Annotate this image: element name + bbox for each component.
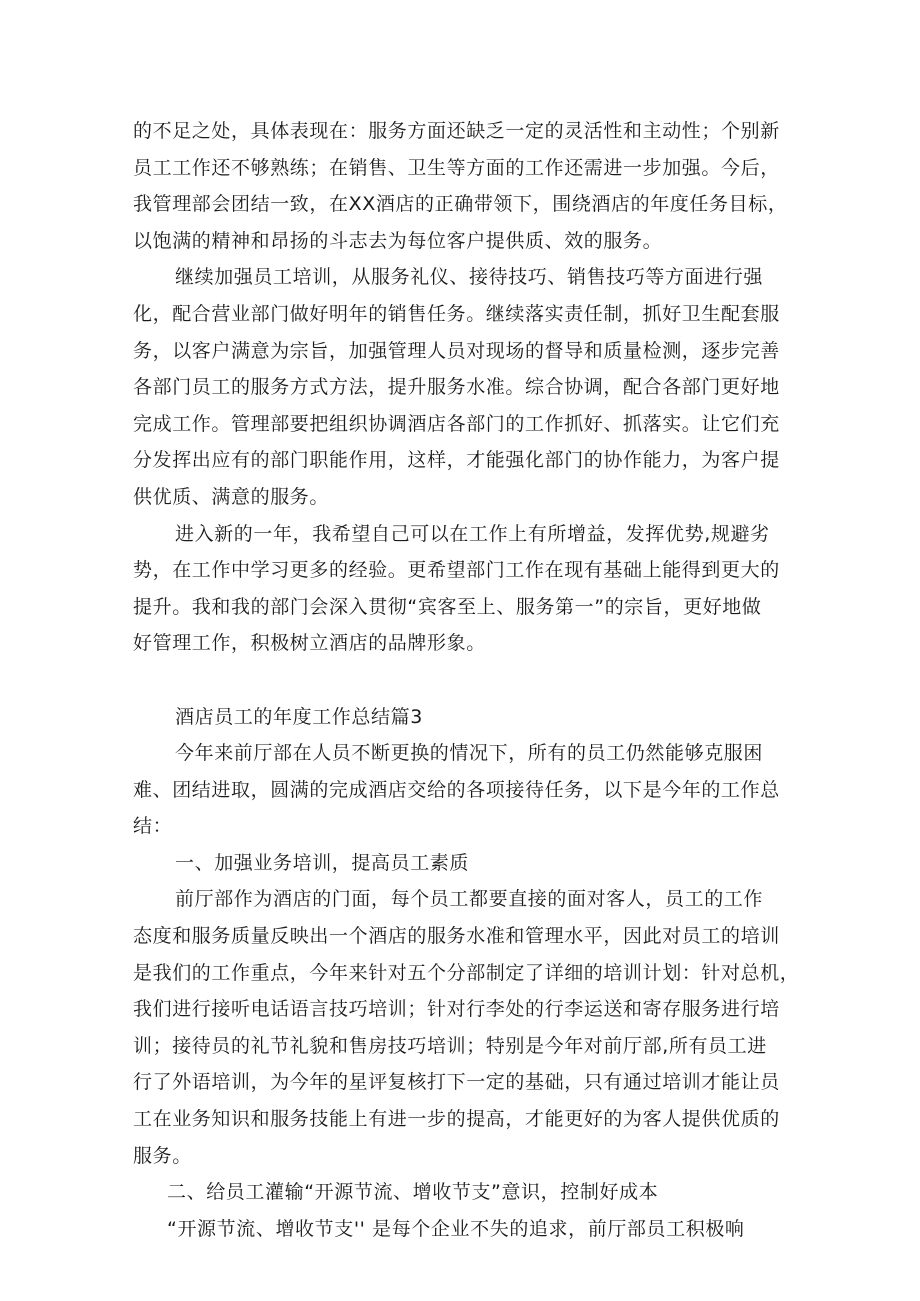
text-line: 我管理部会团结一致，在XX酒店的正确带领下，围绕酒店的年度任务目标， xyxy=(133,193,788,216)
text-line: 训；接待员的礼节礼貌和售房技巧培训；特别是今年对前厅部,所有员工进 xyxy=(133,1034,767,1057)
text-line: 的不足之处，具体表现在：服务方面还缺乏一定的灵活性和主动性；个别新 xyxy=(133,120,780,142)
text-line: 各部门员工的服务方式方法，提升服务水准。综合协调，配合各部门更好地 xyxy=(133,376,780,399)
text-line: 行了外语培训，为今年的星评复核打下一定的基础，只有通过培训才能让员 xyxy=(133,1071,780,1094)
text-line: 以饱满的精神和昂扬的斗志去为每位客户提供质、效的服务。 xyxy=(133,229,663,252)
heading-1: 一、加强业务培训，提高员工素质 xyxy=(175,851,470,874)
text-line: 好管理工作，积极树立酒店的品牌形象。 xyxy=(133,632,486,655)
blank-line xyxy=(133,662,793,699)
text-line: 分发挥出应有的部门职能作用，这样，才能强化部门的协作能力，为客户提 xyxy=(133,449,780,472)
text-line: 务，以客户满意为宗旨，加强管理人员对现场的督导和质量检测，逐步完善 xyxy=(133,339,780,362)
text-line: 前厅部作为酒店的门面，每个员工都要直接的面对客人，员工的工作 xyxy=(175,888,764,911)
text-line: 服务。 xyxy=(133,1144,192,1167)
text-line: “开源节流、增收节支'' 是每个企业不失的追求，前厅部员工积极响 xyxy=(167,1217,745,1240)
text-line: 继续加强员工培训，从服务礼仪、接待技巧、销售技巧等方面进行强 xyxy=(175,266,764,289)
text-line: 完成工作。管理部要把组织协调酒店各部门的工作抓好、抓落实。让它们充 xyxy=(133,412,780,435)
text-line: 员工工作还不够熟练；在销售、卫生等方面的工作还需进一步加强。今后， xyxy=(133,156,780,179)
text-line: 化，配合营业部门做好明年的销售任务。继续落实责任制，抓好卫生配套服 xyxy=(133,302,780,325)
heading-2: 二、给员工灌输“开源节流、增收节支”意识，控制好成本 xyxy=(167,1181,659,1204)
text-line: 今年来前厅部在人员不断更换的情况下，所有的员工仍然能够克服困 xyxy=(175,742,764,765)
text-line: 我们进行接听电话语言技巧培训；针对行李处的行李运送和寄存服务进行培 xyxy=(133,998,780,1021)
text-line: 势，在工作中学习更多的经验。更希望部门工作在现有基础上能得到更大的 xyxy=(133,559,780,582)
text-line: 难、团结进取，圆满的完成酒店交给的各项接待任务，以下是今年的工作总 xyxy=(133,778,780,801)
text-line: 是我们的工作重点，今年来针对五个分部制定了详细的培训计划：针对总机， xyxy=(133,961,800,984)
text-line: 提升。我和我的部门会深入贯彻“宾客至上、服务第一”的宗旨，更好地做 xyxy=(133,595,762,618)
document-body xyxy=(133,113,800,1247)
paragraph-6 xyxy=(133,1211,793,1248)
text-line: 结： xyxy=(133,815,173,838)
text-line: 进入新的一年，我希望自己可以在工作上有所增益，发挥优势,规避劣 xyxy=(175,522,770,545)
paragraph-1 xyxy=(133,113,793,259)
text-line: 供优质、满意的服务。 xyxy=(133,485,330,508)
section-title: 酒店员工的年度工作总结篇3 xyxy=(175,705,423,728)
paragraph-4 xyxy=(133,735,793,845)
paragraph-2 xyxy=(133,259,793,515)
paragraph-5 xyxy=(133,881,800,1174)
text-line: 态度和服务质量反映出一个酒店的服务水准和管理水平，因此对员工的培训 xyxy=(133,925,780,948)
paragraph-3 xyxy=(133,516,793,662)
text-line: 工在业务知识和服务技能上有进一步的提高，才能更好的为客人提供优质的 xyxy=(133,1108,780,1131)
